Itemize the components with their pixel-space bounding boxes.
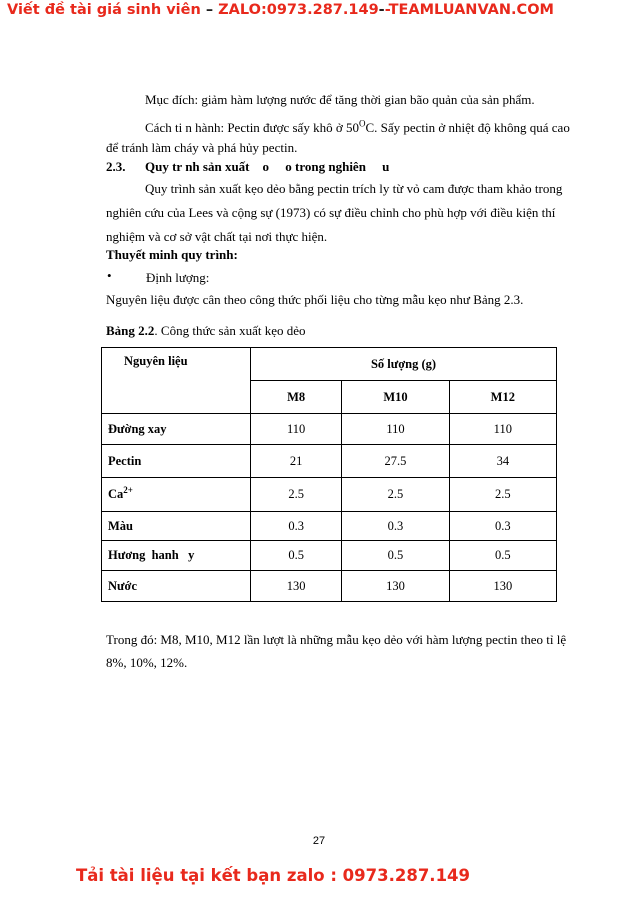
table-row bbox=[102, 414, 557, 445]
cell-value: 110 bbox=[449, 414, 556, 445]
recipe-table bbox=[101, 347, 557, 602]
paragraph-process-2: nghiên cứu của Lees và cộng sự (1973) có sự điều chỉnh cho phù hợp với điều kiện thí bbox=[106, 205, 556, 220]
table-row bbox=[102, 478, 557, 512]
cell-value: 0.3 bbox=[342, 512, 449, 541]
bullet-dot: • bbox=[107, 268, 112, 283]
ingredient-name bbox=[102, 478, 251, 512]
section-title: Quy tr nh sản xuất o o trong nghiên u bbox=[145, 159, 390, 174]
page-number: 27 bbox=[312, 835, 326, 847]
ingredient-name: Hương hanh y bbox=[102, 541, 251, 571]
table-row bbox=[102, 445, 557, 478]
table-caption bbox=[106, 323, 306, 339]
paragraph-weighing: Nguyên liệu được cân theo công thức phối liệu cho từng mẫu kẹo như Bảng 2.3. bbox=[106, 292, 524, 307]
cell-value: 130 bbox=[449, 571, 556, 602]
header-zalo: ZALO:0973.287.149 bbox=[218, 2, 379, 18]
paragraph-purpose: Mục đích: giảm hàm lượng nước để tăng thời gian bão quản của sản phẩm. bbox=[145, 92, 535, 107]
table-row bbox=[102, 512, 557, 541]
header-amount: Số lượng (g) bbox=[251, 348, 557, 381]
bullet-text: Định lượng: bbox=[146, 270, 210, 285]
ingredient-name: Màu bbox=[102, 512, 251, 541]
method-text-rest: C. Sấy pectin ở nhiệt độ không quá cao bbox=[365, 120, 570, 135]
paragraph-method bbox=[145, 120, 570, 136]
note-line-1: Trong đó: M8, M10, M12 lần lượt là những mẫu kẹo dẻo với hàm lượng pectin theo tỉ lệ bbox=[106, 632, 567, 647]
header-ingredient: Nguyên liệu bbox=[102, 348, 251, 414]
cell-value: 130 bbox=[342, 571, 449, 602]
header-text: Viết đề tài giá sinh viên bbox=[7, 2, 201, 18]
header-hyphen: - bbox=[378, 2, 385, 18]
cell-value: 21 bbox=[251, 445, 342, 478]
ingredient-name-text: Ca bbox=[108, 487, 124, 501]
cell-value: 110 bbox=[251, 414, 342, 445]
cell-value: 0.3 bbox=[251, 512, 342, 541]
cell-value: 2.5 bbox=[342, 478, 449, 512]
cell-value: 110 bbox=[342, 414, 449, 445]
degree-superscript: O bbox=[358, 118, 366, 129]
cell-value: 0.5 bbox=[251, 541, 342, 571]
header-site: -TEAMLUANVAN.COM bbox=[384, 2, 554, 18]
ingredient-name: Đường xay bbox=[102, 414, 251, 445]
table-row bbox=[102, 541, 557, 571]
cell-value: 34 bbox=[449, 445, 556, 478]
cell-value: 2.5 bbox=[251, 478, 342, 512]
cell-value: 0.3 bbox=[449, 512, 556, 541]
ingredient-superscript: 2+ bbox=[123, 484, 133, 495]
table-row bbox=[102, 571, 557, 602]
method-text: Cách ti n hành: Pectin được sấy khô ở 50 bbox=[145, 120, 359, 135]
paragraph-process-3: nghiệm và cơ sở vật chất tại nơi thực hiện. bbox=[106, 229, 328, 244]
cell-value: 130 bbox=[251, 571, 342, 602]
note-line-2: 8%, 10%, 12%. bbox=[106, 655, 188, 670]
cell-value: 0.5 bbox=[342, 541, 449, 571]
cell-value: 0.5 bbox=[449, 541, 556, 571]
explain-title: Thuyết minh quy trình: bbox=[106, 247, 238, 262]
table-caption-label: Bảng 2.2 bbox=[106, 323, 155, 338]
paragraph-process-1: Quy trình sản xuất kẹo dẻo bằng pectin trích ly từ vỏ cam được tham khảo trong bbox=[145, 181, 563, 196]
page-footer-banner: Tải tài liệu tại kết bạn zalo : 0973.287.149 bbox=[76, 866, 471, 885]
table-caption-text: . Công thức sản xuất kẹo dẻo bbox=[154, 323, 306, 338]
table-header-row bbox=[102, 348, 557, 381]
paragraph-method-cont: để tránh làm cháy và phá hủy pectin. bbox=[106, 140, 298, 155]
header-sample: M10 bbox=[342, 381, 449, 414]
header-sample: M8 bbox=[251, 381, 342, 414]
ingredient-name: Nước bbox=[102, 571, 251, 602]
page-header-banner bbox=[7, 2, 554, 18]
cell-value: 27.5 bbox=[342, 445, 449, 478]
header-dash: – bbox=[200, 2, 219, 18]
section-number: 2.3. bbox=[106, 159, 126, 174]
cell-value: 2.5 bbox=[449, 478, 556, 512]
header-sample: M12 bbox=[449, 381, 556, 414]
ingredient-name: Pectin bbox=[102, 445, 251, 478]
